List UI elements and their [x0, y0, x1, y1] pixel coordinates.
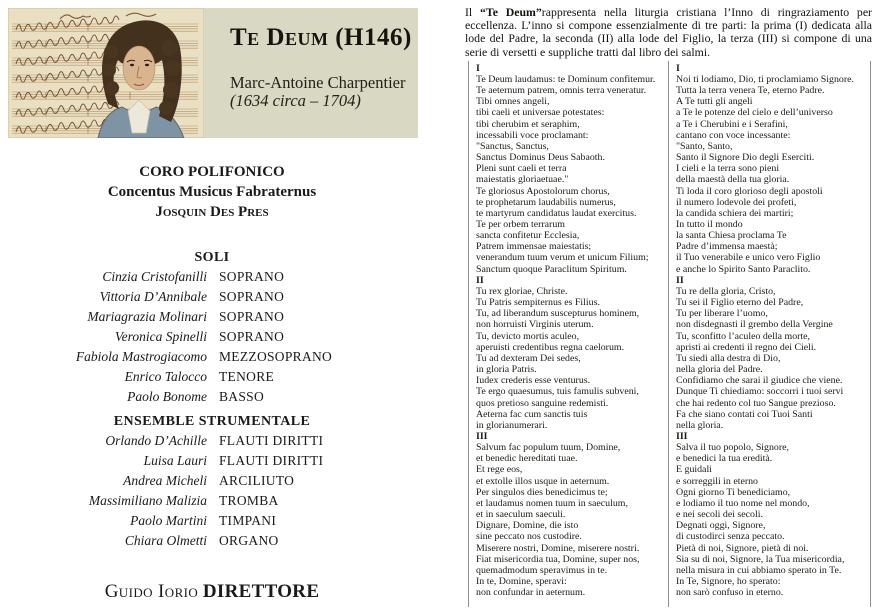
verse-line: In te, Domine, speravi:	[476, 576, 567, 587]
performer-name: Paolo Martini	[130, 513, 207, 528]
verse-line: Dignare, Domine, die isto	[476, 520, 579, 532]
verse-line: della maestà della tua gloria.	[676, 174, 790, 186]
performer-name: Chiara Olmetti	[124, 533, 207, 548]
performer-role: BASSO	[219, 389, 265, 404]
verse-line: A Te tutti gli angeli	[676, 96, 753, 108]
verse-line: Sanctum quoque Paraclitum Spiritum.	[476, 263, 627, 275]
choir-title: CORO POLIFONICO	[139, 164, 285, 180]
verse-line: Tu siedi alla destra di Dio,	[676, 352, 781, 364]
verse-line: Ogni giorno Ti benediciamo,	[676, 486, 791, 498]
verse-line: I cieli e la terra sono pieni	[676, 163, 780, 175]
verse-section-number: II	[476, 274, 484, 286]
director-role: DIRETTORE	[202, 581, 320, 602]
verse-line: Per singulos dies benedicimus te;	[476, 486, 608, 498]
verse-line: In Te, Signore, ho sperato:	[676, 576, 781, 587]
performer-role: TENORE	[219, 369, 275, 384]
composer-dates: (1634 circa – 1704)	[230, 91, 361, 110]
verse-line: et extolle illos usque in aeternum.	[476, 475, 610, 487]
verse-line: Pietà di noi, Signore, pietà di noi.	[676, 542, 809, 554]
verse-line: tibi cherubim et seraphim,	[476, 118, 580, 130]
performer-row	[0, 287, 424, 307]
verse-line: a Te i Cherubini e i Serafini,	[676, 118, 788, 130]
verse-line: te martyrum candidatus laudat exercitus.	[476, 207, 637, 219]
verse-line: non horruisti Virginis uterum.	[476, 319, 594, 331]
performer-row	[0, 431, 424, 451]
verse-line: Tibi omnes angeli,	[476, 96, 550, 108]
verse-line: in glorianumerari.	[476, 419, 548, 431]
verse-line: la santa Chiesa proclama Te	[676, 230, 787, 242]
performer-role: ARCILIUTO	[219, 473, 295, 488]
verse-line: apristi ai credenti il regno dei Cieli.	[676, 341, 817, 353]
verse-line: Tu, devicto mortis aculeo,	[476, 330, 580, 342]
verse-line: Te gloriosus Apostolorum chorus,	[476, 185, 610, 197]
verse-line: te prophetarum laudabilis numerus,	[476, 196, 616, 208]
verse-line: la candida schiera dei martiri;	[676, 207, 794, 219]
latin-text-column	[468, 61, 668, 607]
verse-line: Dunque Ti chiediamo: soccorri i tuoi servi	[676, 386, 844, 398]
verse-line: Et rege eos,	[476, 464, 523, 476]
performer-name: Veronica Spinelli	[114, 329, 207, 344]
verse-line: Te per orbem terrarum	[476, 219, 565, 230]
performer-role: SOPRANO	[219, 329, 285, 344]
performer-name: Mariagrazia Molinari	[87, 309, 207, 324]
verse-line: Confidiamo che sarai il giudice che viene.	[676, 375, 843, 387]
verse-line: Padre d’immensa maestà;	[676, 241, 778, 253]
performer-role: MEZZOSOPRANO	[219, 349, 333, 364]
performer-row	[0, 367, 424, 387]
performer-name: Enrico Talocco	[124, 369, 207, 384]
verse-line: maiestatis gloriaetuae."	[476, 174, 569, 186]
verse-line: e anche lo Spirito Santo Paraclito.	[676, 263, 811, 275]
ensemble-heading: ENSEMBLE STRUMENTALE	[113, 414, 311, 429]
verse-section-number: III	[476, 430, 488, 442]
soli-block	[0, 249, 424, 407]
verse-line: quemadmodum speravimus in te.	[476, 564, 608, 576]
verse-line: Noi ti lodiamo, Dio, ti proclamiamo Signore.	[676, 73, 855, 85]
soli-heading: SOLI	[194, 250, 230, 265]
verse-line: Tu, sconfitto l’aculeo della morte,	[676, 330, 811, 342]
verse-line: Miserere nostri, Domine, miserere nostri.	[476, 542, 640, 554]
work-title: Te Deum (H146)	[230, 24, 412, 51]
verse-line: sancta confitetur Ecclesia,	[476, 230, 580, 242]
verse-line: e benedici la tua eredità.	[676, 453, 773, 465]
verse-line: venerandum tuum verum et unicum Filium;	[476, 252, 649, 264]
performer-name: Paolo Bonome	[127, 389, 207, 404]
title-box	[204, 8, 418, 138]
program-right-panel	[463, 0, 877, 616]
performer-row	[0, 387, 424, 407]
performer-name: Fabiola Mastrogiacomo	[75, 349, 207, 364]
verse-line: cantano con voce incessante:	[676, 129, 791, 141]
performer-role: FLAUTI DIRITTI	[219, 433, 324, 448]
verse-line: il numero lodevole dei profeti,	[676, 196, 797, 208]
ensemble-block	[0, 413, 424, 551]
intro-prefix: Il	[465, 5, 481, 19]
verse-line: nella gloria.	[676, 419, 724, 431]
verse-line: Fa che siano contati coi Tuoi Santi	[676, 408, 813, 420]
performer-row	[0, 511, 424, 531]
performer-name: Vittoria D’Annibale	[99, 289, 207, 304]
verse-line: et in saeculum saeculi.	[476, 509, 566, 521]
verse-line: Ti loda il coro glorioso degli apostoli	[676, 185, 823, 197]
verse-line: Tu, ad liberandum suscepturus hominem,	[476, 308, 640, 320]
verse-line: Te ergo quaesumus, tuis famulis subveni,	[476, 386, 639, 398]
verse-section-number: I	[476, 62, 480, 74]
verse-line: non confundar in aeternum.	[476, 587, 586, 599]
verse-line: non sarò confuso in eterno.	[676, 587, 784, 599]
verse-line: "Santo, Santo,	[676, 140, 733, 152]
verse-line: Patrem immensae maiestatis;	[476, 241, 592, 253]
header-row	[8, 8, 463, 138]
intro-body: rappresenta nella liturgia cristiana l’Inno di ringraziamento per eccellenza. L’inno si compone essenzialmente di tre parti: la prima (I) dedicata alla lode del Padre, la seconda (II) alla lode del Figlio, la terza (III) si compone di una serie di versetti e suppliche tratti dal libro dei salmi.	[465, 5, 872, 59]
verse-line: Te Deum laudamus: te Dominum confitemur.	[476, 73, 656, 85]
intro-paragraph	[465, 6, 877, 59]
verse-line: Sia su di noi, Signore, la Tua misericordia,	[676, 553, 845, 565]
verse-line: Fiat misericordia tua, Domine, super nos,	[476, 553, 640, 565]
verse-columns	[468, 61, 877, 607]
italian-text-column	[668, 61, 871, 607]
performer-row	[0, 347, 424, 367]
choir-block	[0, 162, 424, 222]
verse-line: aperuisti credentibus regna caelorum.	[476, 341, 625, 353]
verse-line: in gloria Patris.	[476, 364, 537, 376]
verse-line: sine peccato nos custodire.	[476, 531, 582, 543]
verse-line: a Te le potenze del cielo e dell’universo	[676, 107, 833, 119]
verse-line: Degnati oggi, Signore,	[676, 520, 766, 532]
soli-table	[0, 267, 424, 407]
verse-line: tibi caeli et universae potestates:	[476, 107, 605, 119]
performer-role: SOPRANO	[219, 269, 285, 284]
verse-line: Tu sei il Figlio eterno del Padre,	[676, 297, 804, 309]
verse-line: il Tuo venerabile e unico vero Figlio	[676, 252, 821, 264]
performer-role: SOPRANO	[219, 309, 285, 324]
verse-line: Tu rex gloriae, Christe.	[476, 285, 568, 297]
performer-name: Cinzia Cristofanilli	[102, 269, 207, 284]
verse-line: e lodiamo il tuo nome nel mondo,	[676, 497, 810, 509]
verse-line: Tu re della gloria, Cristo,	[676, 285, 776, 297]
performer-role: TROMBA	[219, 493, 279, 508]
verse-line: non disdegnasti il grembo della Vergine	[676, 319, 833, 331]
composer-name: Marc-Antoine Charpentier	[230, 73, 406, 92]
performer-row	[0, 267, 424, 287]
performer-name: Andrea Micheli	[123, 473, 207, 488]
verse-line: incessabili voce proclamant:	[476, 129, 589, 141]
performer-role: ORGANO	[219, 533, 279, 548]
performer-role: FLAUTI DIRITTI	[219, 453, 324, 468]
verse-line: quos pretioso sanguine redemisti.	[476, 397, 609, 409]
verse-section-number: I	[676, 62, 680, 74]
performer-row	[0, 471, 424, 491]
performer-row	[0, 327, 424, 347]
verse-line: "Sanctus, Sanctus,	[476, 140, 549, 152]
verse-section-number: II	[676, 274, 684, 286]
verse-line: Sanctus Dominus Deus Sabaoth.	[476, 152, 605, 164]
performer-name: Massimiliano Malizia	[88, 493, 207, 508]
verse-line: et benedic hereditati tuae.	[476, 453, 578, 465]
verse-section-number: III	[676, 430, 688, 442]
verse-line: nella misura in cui abbiamo sperato in Te.	[676, 564, 842, 576]
verse-line: Te aeternum patrem, omnis terra veneratur.	[476, 85, 647, 97]
program-listings	[0, 162, 424, 603]
ensemble-table	[0, 431, 424, 551]
verse-line: e nei secoli dei secoli.	[676, 509, 763, 521]
performer-row	[0, 451, 424, 471]
director-name: Guido Iorio	[104, 581, 199, 602]
performer-role: TIMPANI	[219, 513, 277, 528]
charpentier-portrait	[8, 8, 204, 138]
verse-line: Santo il Signore Dio degli Eserciti.	[676, 152, 815, 164]
verse-line: E guidali	[676, 464, 712, 476]
performer-row	[0, 491, 424, 511]
verse-line: che hai redento col tuo Sangue prezioso.	[676, 397, 836, 409]
verse-line: di custodirci senza peccato.	[676, 531, 785, 543]
director-line	[0, 581, 424, 603]
performer-role: SOPRANO	[219, 289, 285, 304]
verse-line: nella gloria del Padre.	[676, 364, 763, 376]
choir-subtitle: Josquin Des Pres	[155, 204, 269, 220]
performer-name: Orlando D’Achille	[105, 433, 207, 448]
verse-line: Tu ad dexteram Dei sedes,	[476, 352, 581, 364]
intro-bold-title: “Te Deum”	[480, 5, 542, 19]
choir-name: Concentus Musicus Fabraternus	[107, 184, 317, 200]
verse-line: et laudamus nomen tuum in saeculum,	[476, 497, 628, 509]
performer-row	[0, 531, 424, 551]
verse-line: Salvum fac populum tuum, Domine,	[476, 442, 621, 454]
verse-line: Aeterna fac cum sanctis tuis	[476, 408, 588, 420]
verse-line: Tu Patris sempiternus es Filius.	[476, 297, 600, 309]
performer-row	[0, 307, 424, 327]
verse-line: Tutta la terra venera Te, eterno Padre.	[676, 85, 825, 97]
verse-line: Salva il tuo popolo, Signore,	[676, 442, 790, 454]
verse-line: Iudex crederis esse venturus.	[476, 375, 591, 387]
verse-line: Tu per liberare l’uomo,	[676, 308, 768, 320]
verse-line: Pleni sunt caeli et terra	[476, 163, 567, 175]
performer-name: Luisa Lauri	[143, 453, 207, 468]
portrait-illustration	[8, 8, 204, 138]
verse-line: e sorreggili in eterno	[676, 475, 758, 487]
verse-line: In tutto il mondo	[676, 219, 743, 230]
